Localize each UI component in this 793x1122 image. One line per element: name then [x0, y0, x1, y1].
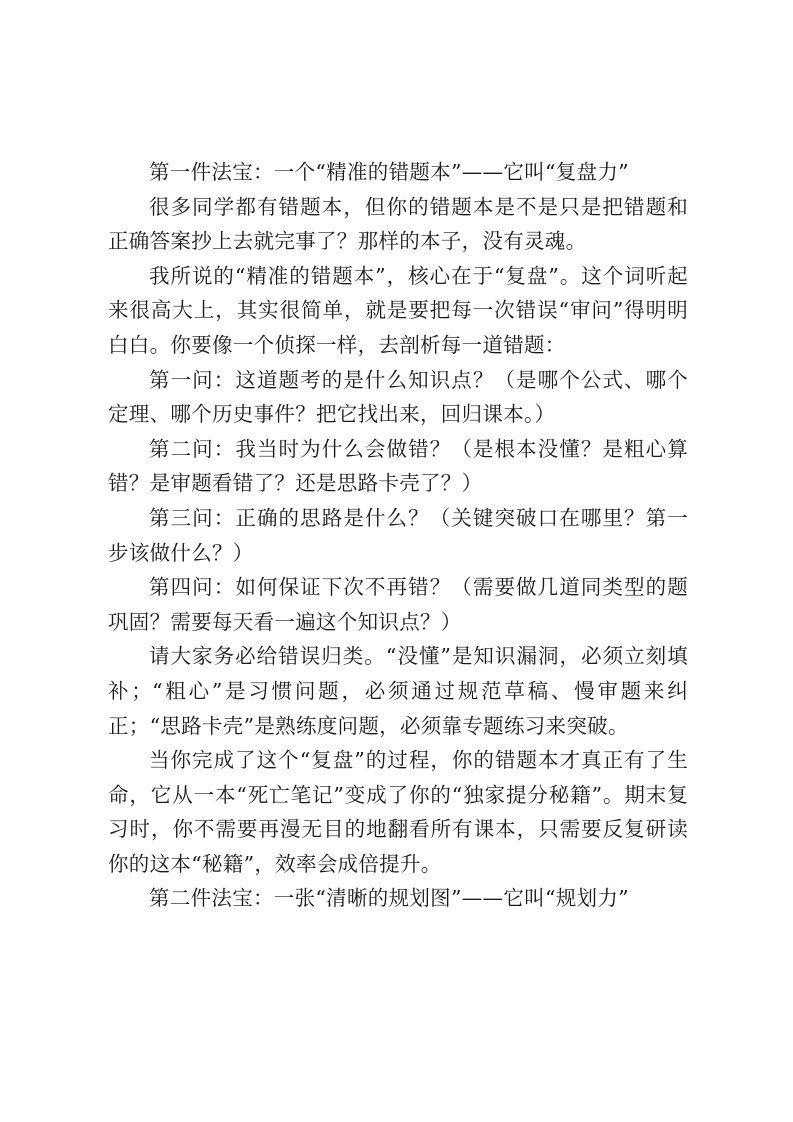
- section-heading-2: 第二件法宝：一张“清晰的规划图”——它叫“规划力”: [149, 886, 629, 911]
- question-3: 第三问：正确的思路是什么？（关键突破口在哪里？第一步该做什么？）: [108, 505, 688, 565]
- question-2: 第二问：我当时为什么会做错？（是根本没懂？是粗心算错？是审题看错了？还是思路卡壳了？）: [108, 436, 688, 496]
- paragraph: 当你完成了这个“复盘”的过程，你的错题本才真正有了生命，它从一本“死亡笔记”变成了你的“独家提分秘籍”。期末复习时，你不需要再漫无目的地翻看所有课本，只需要反复研读你的这本“秘籍”，效率会成倍提升。: [108, 748, 688, 876]
- section-heading-1: 第一件法宝：一个“精准的错题本”——它叫“复盘力”: [149, 160, 629, 184]
- question-1: 第一问：这道题考的是什么知识点？（是哪个公式、哪个定理、哪个历史事件？把它找出来，回归课本。）: [108, 367, 688, 427]
- paragraph: 请大家务必给错误归类。“没懂”是知识漏洞，必须立刻填补；“粗心”是习惯问题，必须通过规范草稿、慢审题来纠正；“思路卡壳”是熟练度问题，必须靠专题练习来突破。: [108, 644, 688, 738]
- document-body: [108, 155, 688, 916]
- paragraph: 很多同学都有错题本，但你的错题本是不是只是把错题和正确答案抄上去就完事了？那样的本子，没有灵魂。: [108, 194, 688, 254]
- paragraph: 我所说的“精准的错题本”，核心在于“复盘”。这个词听起来很高大上，其实很简单，就是要把每一次错误“审问”得明明白白。你要像一个侦探一样，去剖析每一道错题：: [108, 263, 688, 357]
- question-4: 第四问：如何保证下次不再错？（需要做几道同类型的题巩固？需要每天看一遍这个知识点？）: [108, 575, 688, 634]
